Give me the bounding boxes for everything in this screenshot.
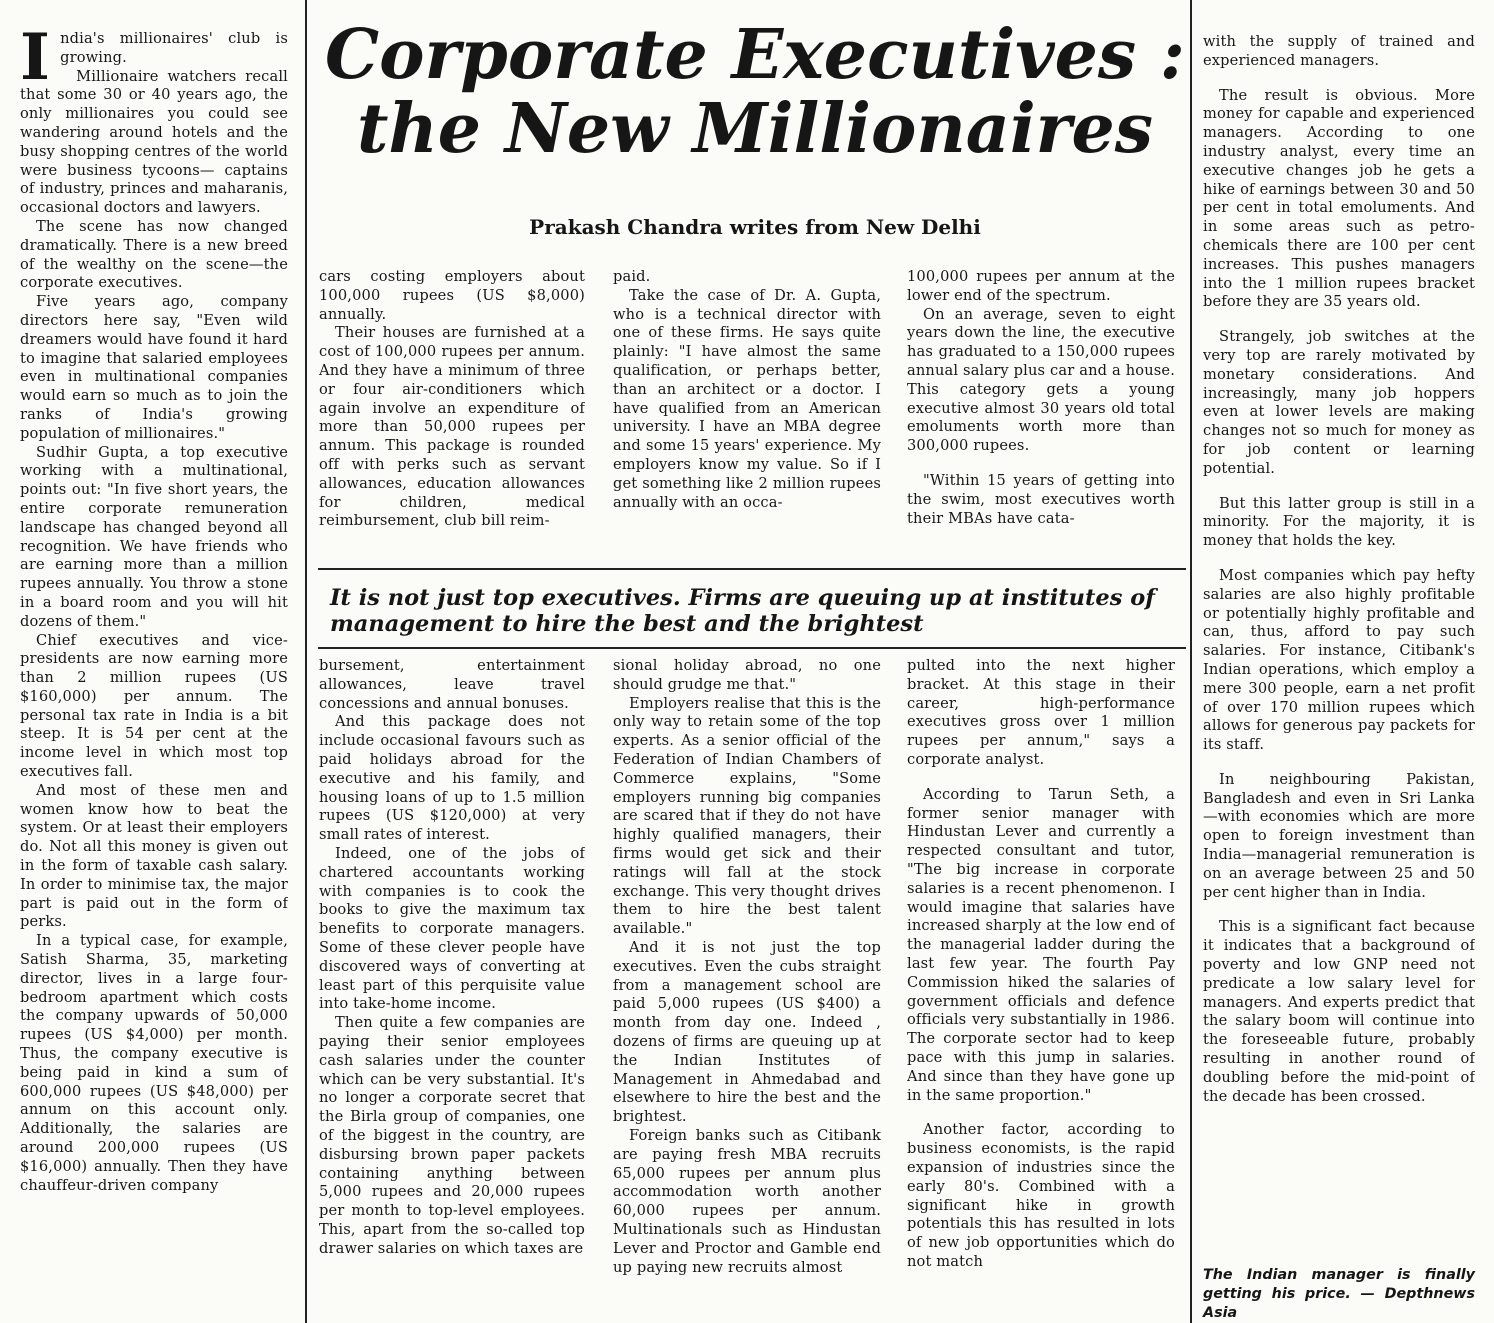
pullquote-rule-bottom (318, 647, 1186, 649)
article-paragraph: This is a significant fact because it indicates that a background of poverty and low GNP need not predicate a low salary level for managers. And experts predict that the salary boom will continue into the foreseeable future, probably resulting in another round of doubling before the mid-point of the decade has been crossed. (1203, 918, 1475, 1105)
article-paragraph: But this latter group is still in a minority. For the majority, it is money that holds the key. (1203, 494, 1475, 550)
article-paragraph: And this package does not include occasional favours such as paid holidays abroad for the executive and his family, and housing loans of up to 1.5 million rupees (US $120,000) at very small rates of interest. (319, 713, 585, 844)
article-paragraph: On an average, seven to eight years down the line, the executive has graduated to a 150,000 rupees annual salary plus car and a house. This category gets a young executive almost 30 years old total emoluments worth more than 300,000 rupees. (907, 305, 1175, 455)
column-5 (1203, 33, 1475, 1263)
headline: Corporate Executives : the New Millionaires (325, 15, 1185, 169)
article-paragraph: Employers realise that this is the only way to retain some of the top experts. As a senior official of the Federation of Indian Chambers of Commerce explains, "Some employers running big companies are scared that if they do not have highly qualified managers, their firms would get sick and their ratings will fall at the stock exchange. This very thought drives them to hire the best talent available." (613, 694, 881, 938)
article-paragraph: The result is obvious. More money for capable and experienced managers. According to one industry analyst, every time an executive changes job he gets a hike of earnings between 30 and 50 per cent in total emoluments. And in some areas such as petro-chemicals there are 100 per cent increases. This pushes managers into the 1 million rupees bracket before they are 35 years old. (1203, 86, 1475, 311)
article-paragraph: In a typical case, for example, Satish Sharma, 35, marketing director, lives in a large four-bedroom apartment which costs the company upwards of 50,000 rupees (US $4,000) per month. Thus, the company executive is being paid in kind a sum of 600,000 rupees (US $48,000) per annum on this account only. Additionally, the salaries are around 200,000 rupees (US $16,000) annually. Then they have chauffeur-driven company (20, 932, 288, 1194)
article-paragraph: cars costing employers about 100,000 rupees (US $8,000) annually. (319, 268, 585, 323)
column-1 (20, 30, 288, 1323)
article-paragraph: India's millionaires' club is growing. (20, 30, 288, 95)
article-paragraph: In neighbouring Pakistan, Bangladesh and even in Sri Lanka—with economies which are more open to foreign investment than India—managerial remuneration is on an average between 25 and 50 per cent higher than in India. (1203, 770, 1475, 901)
article-paragraph: Strangely, job switches at the very top are rarely motivated by monetary considerations. And increasingly, many job hoppers even at lower levels are making changes not so much for money as for job content or learning potential. (1203, 328, 1475, 477)
article-paragraph: Sudhir Gupta, a top executive working with a multinational, points out: "In five short years, the entire corporate remuneration landscape has changed beyond all recognition. We have friends who are earning more than a million rupees annually. You throw a stone in a board room and you will hit dozens of them." (20, 443, 288, 630)
drop-cap: I (20, 30, 51, 95)
column-rule-right (1190, 0, 1192, 1323)
pullquote-rule-top (318, 568, 1186, 570)
pull-quote: It is not just top executives. Firms are queuing up at institutes of management to hire the best and the brightest (330, 585, 1155, 637)
article-paragraph: sional holiday abroad, no one should grudge me that." (613, 657, 881, 693)
column-4-bottom (907, 657, 1175, 1323)
article-credit: The Indian manager is finally getting his price. — Depthnews Asia (1203, 1267, 1475, 1321)
article-paragraph: Take the case of Dr. A. Gupta, who is a technical director with one of these firms. He says quite plainly: "I have almost the same qualification, or perhaps better, than an architect or a doctor. I have qualified from an American university. I have an MBA degree and some 15 years' experience. My employers know my value. So if I get something like 2 million rupees annually with an occa- (613, 286, 881, 511)
byline: Prakash Chandra writes from New Delhi (529, 215, 981, 239)
article-paragraph: Indeed, one of the jobs of chartered accountants working with companies is to cook the books to give the maximum tax benefits to corporate managers. Some of these clever people have discovered ways of converting at least part of this perquisite value into take-home income. (319, 844, 585, 1013)
article-paragraph: bursement, entertainment allowances, leave travel concessions and annual bonuses. (319, 657, 585, 712)
article-paragraph: Their houses are furnished at a cost of 100,000 rupees per annum. And they have a minimum of three or four air-conditioners which again involve an expenditure of more than 50,000 rupees per annum. This package is rounded off with perks such as servant allowances, education allowances for children, medical reimbursement, club bill reim- (319, 324, 585, 530)
article-paragraph: 100,000 rupees per annum at the lower end of the spectrum. (907, 268, 1175, 304)
column-3-top (613, 268, 881, 560)
article-paragraph: "Within 15 years of getting into the swim, most executives worth their MBAs have cata- (907, 471, 1175, 527)
column-rule-left (305, 0, 307, 1323)
article-paragraph: Most companies which pay hefty salaries are also highly profitable or potentially highly profitable and can, thus, afford to pay such salaries. For instance, Citibank's Indian operations, which employ a mere 300 people, earn a net profit of over 170 million rupees which allows for generous pay packets for its staff. (1203, 566, 1475, 754)
article-paragraph: According to Tarun Seth, a former senior manager with Hindustan Lever and currently a respected consultant and tutor, "The big increase in corporate salaries is a recent phenomenon. I would imagine that salaries have increased sharply at the low end of the managerial ladder during the last few year. The fourth Pay Commission hiked the salaries of government officials and defence officials very substantially in 1986. The corporate sector had to keep pace with this jump in salaries. And since than they have gone up in the same proportion." (907, 785, 1175, 1104)
column-4-top (907, 268, 1175, 560)
article-paragraph: Chief executives and vice-presidents are now earning more than 2 million rupees (US $160,000) per annum. The personal tax rate in India is a bit steep. It is 54 per cent at the income level in which most top executives fall. (20, 631, 288, 781)
article-paragraph: The scene has now changed dramatically. There is a new breed of the wealthy on the scene—the corporate executives. (20, 217, 288, 292)
article-paragraph: Five years ago, company directors here say, "Even wild dreamers would have found it hard to imagine that salaried employees even in multinational companies would earn so much as to join the ranks of India's growing population of millionaires." (20, 293, 288, 442)
article-paragraph: pulted into the next higher bracket. At this stage in their career, high-performance executives gross over 1 million rupees per annum," says a corporate analyst. (907, 657, 1175, 768)
article-paragraph: Then quite a few companies are paying their senior employees cash salaries under the counter which can be very substantial. It's no longer a corporate secret that the Birla group of companies, one of the biggest in the country, are disbursing brown paper packets containing anything between 5,000 rupees and 20,000 rupees per month to top-level employees. This, apart from the so-called top drawer salaries on which taxes are (319, 1014, 585, 1257)
article-paragraph: paid. (613, 268, 651, 285)
article-paragraph: And most of these men and women know how to beat the system. Or at least their employers do. Not all this money is given out in the form of taxable cash salary. In order to minimise tax, the major part is paid out in the form of perks. (20, 781, 288, 931)
article-paragraph: with the supply of trained and experienced managers. (1203, 33, 1475, 69)
article-paragraph: Millionaire watchers recall that some 30 or 40 years ago, the only millionaires you could see wandering around hotels and the busy shopping centres of the world were business tycoons— captains of industry, princes and maharanis, occasional doctors and lawyers. (20, 67, 288, 217)
column-3-bottom (613, 657, 881, 1323)
column-2-top (319, 268, 585, 560)
column-2-bottom (319, 657, 585, 1323)
article-paragraph: Foreign banks such as Citibank are paying fresh MBA recruits 65,000 rupees per annum plus accommodation worth another 60,000 rupees per annum. Multinationals such as Hindustan Lever and Proctor and Gamble end up paying new recruits almost (613, 1126, 881, 1276)
article-paragraph: And it is not just the top executives. Even the cubs straight from a management school are paid 5,000 rupees (US $400) a month from day one. Indeed , dozens of firms are queuing up at the Indian Institutes of Management in Ahmedabad and elsewhere to hire the best and the brightest. (613, 938, 881, 1126)
article-paragraph: Another factor, according to business economists, is the rapid expansion of industries since the early 80's. Combined with a significant hike in growth potentials this has resulted in lots of new job opportunities which do not match (907, 1121, 1175, 1270)
